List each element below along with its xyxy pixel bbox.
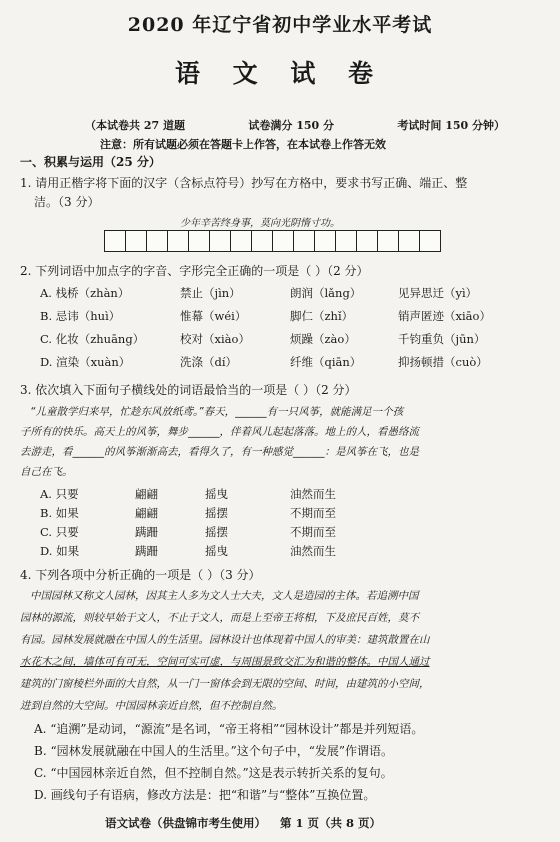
q2-option-d-2: 洗涤（dí） (180, 355, 238, 369)
q2-option-a-4: 见异思迁（yì） (398, 286, 478, 300)
q3-option-c-2: 蹒跚 (135, 525, 158, 539)
q4-option-d: D. 画线句子有语病，修改方法是：把“和谐”与“整体”互换位置。 (34, 788, 376, 802)
q2-option-a-1: A. 栈桥（zhàn） (40, 286, 130, 300)
q3-option-a-1: A. 只要 (40, 487, 79, 501)
q3-option-a-3: 摇曳 (205, 487, 228, 501)
q3-passage-line1: “儿童散学归来早，忙趁东风放纸鸢。”春天，______有一只风筝，就能满足一个孩 (30, 406, 404, 418)
q3-option-b-1: B. 如果 (40, 506, 79, 520)
grid-cell (230, 230, 252, 252)
grid-cell (293, 230, 315, 252)
q3-option-b-4: 不期而至 (290, 506, 336, 520)
q2-stem: 2. 下列词语中加点字的字音、字形完全正确的一项是（ ）（2 分） (20, 264, 369, 278)
q4-passage-line4: 水花木之间，墙体可有可无，空间可实可虚，与周围景致交汇为和谐的整体。中国人通过 (20, 656, 430, 668)
q2-option-a-3: 朗润（lǎng） (290, 286, 362, 300)
meta-score: 试卷满分 150 分 (248, 119, 334, 132)
q3-passage-line4: 自己在飞。 (20, 466, 73, 478)
meta-questions: （本试卷共 27 道题 (85, 119, 185, 132)
q3-option-d-1: D. 如果 (40, 544, 80, 558)
exam-notice: 注意：所有试题必须在答题卡上作答，在本试卷上作答无效 (100, 138, 386, 151)
grid-cell (335, 230, 357, 252)
q3-option-d-4: 油然而生 (290, 544, 336, 558)
q3-stem: 3. 依次填入下面句子横线处的词语最恰当的一项是（ ）（2 分） (20, 383, 357, 397)
q1-writing-grid (104, 230, 440, 252)
q2-option-c-2: 校对（xiào） (180, 332, 250, 346)
exam-title: 2020 年辽宁省初中学业水平考试 (127, 14, 433, 36)
grid-cell (377, 230, 399, 252)
q3-option-b-2: 翩翩 (135, 506, 158, 520)
q4-passage-line5: 建筑的门窗棱栏外面的大自然，从一门一窗体会到无限的空间、时间，由建筑的小空间， (20, 678, 430, 690)
grid-cell (398, 230, 420, 252)
q4-passage-line6: 进到自然的大空间。中国园林亲近自然，但不控制自然。 (20, 700, 283, 712)
q2-option-c-1: C. 化妆（zhuāng） (40, 332, 145, 346)
q4-passage-line2: 园林的源流，则较早始于文人，不止于文人，而是上至帝王将相，下及庶民百姓，莫不 (20, 612, 419, 624)
q2-option-d-4: 抑扬顿措（cuò） (398, 355, 488, 369)
grid-cell (188, 230, 210, 252)
meta-time: 考试时间 150 分钟） (397, 119, 505, 132)
q3-option-a-2: 翩翩 (135, 487, 158, 501)
q3-option-d-3: 摇曳 (205, 544, 228, 558)
grid-cell (209, 230, 231, 252)
exam-subtitle: 语 文 试 卷 (174, 59, 386, 88)
q3-option-c-4: 不期而至 (290, 525, 336, 539)
q4-stem: 4. 下列各项中分析正确的一项是（ ）（3 分） (20, 568, 261, 582)
q2-option-b-1: B. 忌讳（huì） (40, 309, 121, 323)
page-footer (105, 815, 381, 831)
q1-sample-text: 少年辛苦终身事，莫向光阴惰寸功。 (180, 218, 340, 229)
q2-option-b-4: 销声匿迹（xiāo） (398, 309, 491, 323)
q4-option-b: B. “园林发展就融在中国人的生活里。”这个句子中，“发展”作谓语。 (34, 744, 393, 758)
grid-cell (356, 230, 378, 252)
q2-option-c-4: 千钧重负（jūn） (398, 332, 486, 346)
q2-option-d-3: 纤维（qiān） (290, 355, 362, 369)
q2-option-a-2: 禁止（jìn） (180, 286, 241, 300)
grid-cell (104, 230, 126, 252)
footer-page-number: 第 1 页（共 8 页） (280, 816, 382, 830)
grid-cell (167, 230, 189, 252)
q3-passage-line3: 去游走，看______的风筝渐渐高去，看得久了，有一种感觉______：是风筝在飞，也是 (20, 446, 419, 458)
footer-title: 语文试卷（供盘锦市考生使用） (105, 816, 266, 830)
q2-option-b-2: 惟幕（wéi） (180, 309, 247, 323)
q3-passage-line2: 子所有的快乐。高天上的风筝，舞步______，伴着风儿起起落落。地上的人，看愚络流 (20, 426, 419, 438)
grid-cell (146, 230, 168, 252)
q2-option-b-3: 脚仁（zhǐ） (290, 309, 354, 323)
section-heading: 一、积累与运用（25 分） (20, 155, 161, 169)
q1-stem-line2: 洁。（3 分） (34, 195, 100, 209)
exam-meta (85, 117, 505, 133)
q4-passage-line3: 有园。园林发展就融在中国人的生活里。园林设计也体现着中国人的审美：建筑散置在山 (20, 634, 430, 646)
grid-cell (125, 230, 147, 252)
grid-cell (251, 230, 273, 252)
grid-cell (419, 230, 441, 252)
grid-cell (314, 230, 336, 252)
q3-option-c-1: C. 只要 (40, 525, 79, 539)
grid-cell (272, 230, 294, 252)
q4-option-a: A. “追溯”是动词，“源流”是名词，“帝王将相”“园林设计”都是并列短语。 (34, 722, 424, 736)
q4-option-c: C. “中国园林亲近自然，但不控制自然。”这是表示转折关系的复句。 (34, 766, 393, 780)
q4-passage-line1: 中国园林又称文人园林，因其主人多为文人士大夫，文人是造园的主体。若追溯中国 (30, 590, 419, 602)
q1-stem-line1: 1. 请用正楷字将下面的汉字（含标点符号）抄写在方格中，要求书写正确、端正、整 (20, 176, 468, 190)
q3-option-c-3: 摇摆 (205, 525, 228, 539)
q3-option-b-3: 摇摆 (205, 506, 228, 520)
q3-option-a-4: 油然而生 (290, 487, 336, 501)
q3-option-d-2: 蹒跚 (135, 544, 158, 558)
q2-option-d-1: D. 渲染（xuàn） (40, 355, 131, 369)
q2-option-c-3: 烦躁（zào） (290, 332, 356, 346)
